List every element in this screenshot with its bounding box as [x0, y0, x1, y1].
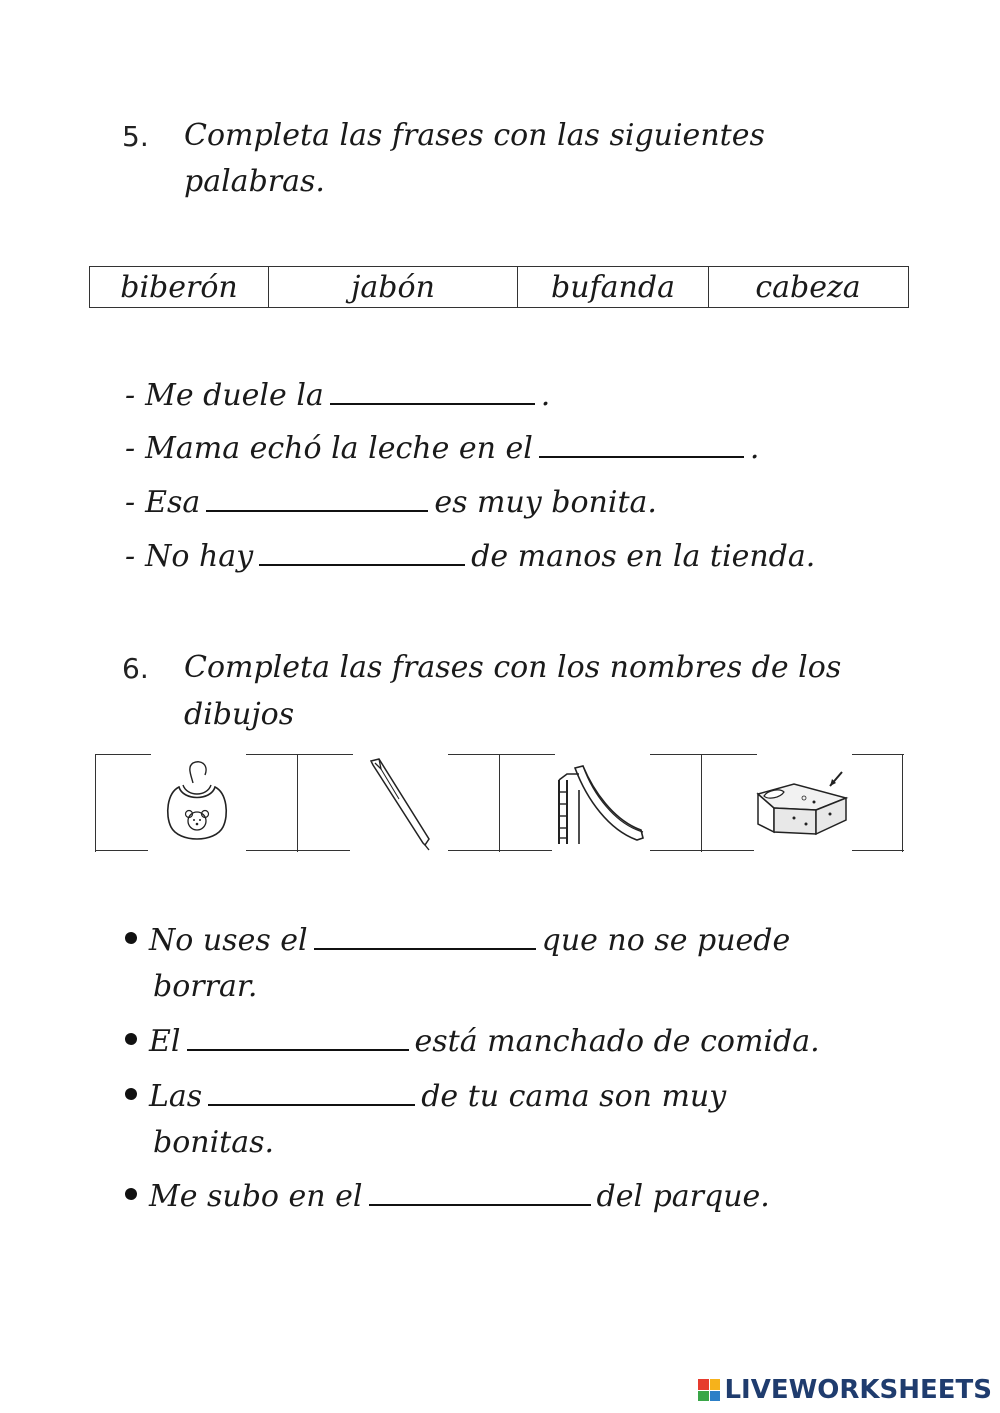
- exercise-6-instruction-line2: dibujos: [184, 697, 295, 732]
- sentence-text-after: .: [540, 378, 551, 413]
- sentence-text-after: .: [749, 431, 760, 466]
- exercise-6-instruction-line1: Completa las frases con los nombres de los: [184, 650, 842, 685]
- sentence-text-before: Mama echó la leche en el: [145, 431, 533, 466]
- picture-cell: [701, 754, 903, 852]
- sentence-text-before: Me subo en el: [149, 1179, 363, 1214]
- slide-icon: [553, 760, 649, 846]
- exercise-6-sentence-1: [125, 923, 790, 958]
- sentence-text-after: es muy bonita.: [434, 485, 657, 520]
- picture-cell: [499, 754, 701, 852]
- logo-tile: [698, 1379, 709, 1390]
- logo-tile: [710, 1379, 721, 1390]
- answer-blank[interactable]: [259, 563, 465, 566]
- sentence-text-before: El: [149, 1024, 181, 1059]
- logo-mark-icon: [698, 1379, 720, 1401]
- word-bank-table: [89, 266, 909, 308]
- sentence-text-after: del parque.: [596, 1179, 770, 1214]
- answer-blank[interactable]: [314, 947, 536, 950]
- answer-blank[interactable]: [330, 402, 535, 405]
- exercise-5-instruction-line2: palabras.: [184, 164, 325, 199]
- exercise-6-sentence-2: [125, 1024, 820, 1059]
- word-bank-cell: bufanda: [518, 267, 709, 307]
- bullet-icon: [125, 932, 137, 944]
- dash: -: [125, 431, 136, 466]
- exercise-6-number: 6.: [122, 652, 149, 685]
- sentence-text-after: de manos en la tienda.: [471, 539, 816, 574]
- exercise-5-number: 5.: [122, 120, 149, 153]
- exercise-5-instruction-line1: Completa las frases con las siguientes: [184, 118, 765, 153]
- sentence-text-before: No uses el: [149, 923, 308, 958]
- exercise-5-sentence-2: [125, 431, 759, 466]
- logo-wordmark: LIVEWORKSHEETS: [724, 1375, 992, 1405]
- dash: -: [125, 485, 136, 520]
- picture-cell: [297, 754, 499, 852]
- bullet-icon: [125, 1033, 137, 1045]
- sentence-text-before: Me duele la: [145, 378, 324, 413]
- exercise-6-sentence-4: [125, 1179, 770, 1214]
- logo-tile: [710, 1391, 721, 1402]
- sentence-text-after: que no se puede: [541, 923, 791, 958]
- pen-icon: [359, 755, 439, 851]
- liveworksheets-logo[interactable]: [698, 1375, 992, 1405]
- sentence-text-before: Las: [149, 1079, 203, 1114]
- sentence-text-before: No hay: [145, 539, 254, 574]
- bullet-icon: [125, 1188, 137, 1200]
- answer-blank[interactable]: [208, 1103, 415, 1106]
- exercise-6-sentence-1-continuation: borrar.: [153, 969, 258, 1004]
- bib-icon: [157, 757, 237, 849]
- word-bank-cell: biberón: [90, 267, 269, 307]
- sentence-text-before: Esa: [145, 485, 201, 520]
- bedsheet-icon: [754, 768, 850, 838]
- word-bank-cell: cabeza: [755, 269, 861, 305]
- logo-tile: [698, 1391, 709, 1402]
- answer-blank[interactable]: [206, 509, 428, 512]
- exercise-5-sentence-1: [125, 378, 550, 413]
- word-bank-cell: jabón: [269, 267, 518, 307]
- bullet-icon: [125, 1088, 137, 1100]
- picture-cell: [95, 754, 297, 852]
- sentence-text-after: está manchado de comida.: [414, 1024, 820, 1059]
- exercise-5-sentence-3: [125, 485, 657, 520]
- answer-blank[interactable]: [539, 455, 744, 458]
- sentence-text-after: de tu cama son muy: [421, 1079, 727, 1114]
- answer-blank[interactable]: [187, 1048, 409, 1051]
- pictures-table: [95, 754, 904, 852]
- exercise-6-sentence-3: [125, 1079, 726, 1114]
- exercise-6-sentence-3-continuation: bonitas.: [153, 1125, 275, 1160]
- exercise-5-sentence-4: [125, 539, 815, 574]
- dash: -: [125, 378, 136, 413]
- answer-blank[interactable]: [369, 1203, 591, 1206]
- dash: -: [125, 539, 136, 574]
